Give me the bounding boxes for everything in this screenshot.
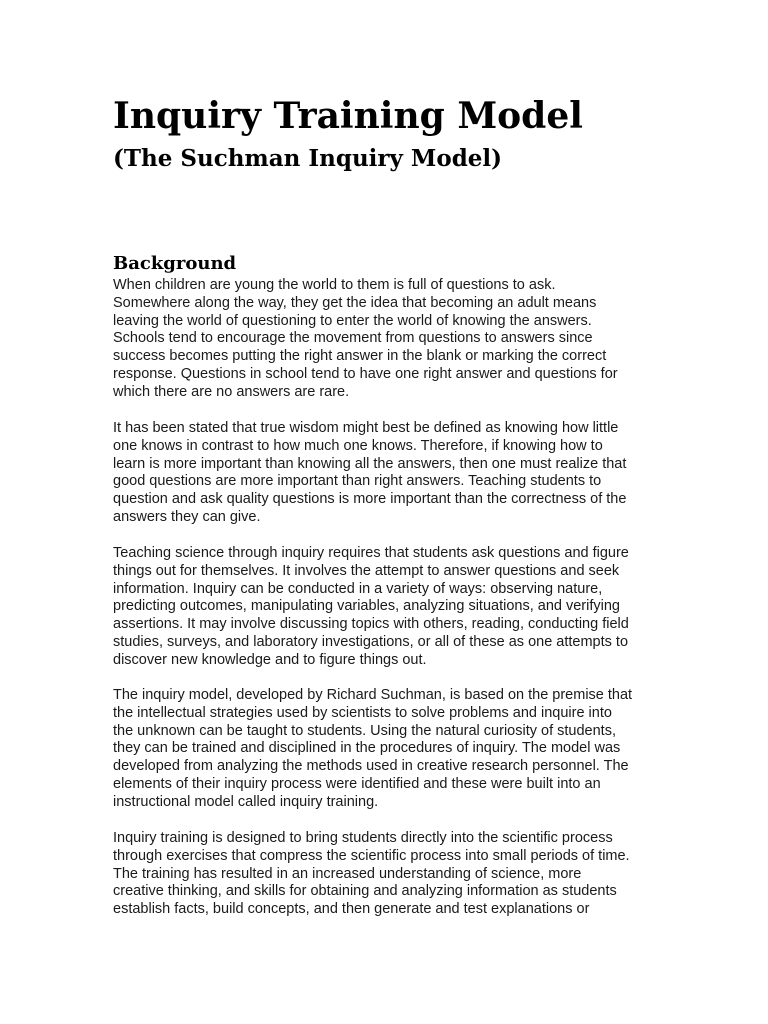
paragraph-line: response. Questions in school tend to have one right answer and questions for: [113, 365, 618, 382]
paragraph-line: through exercises that compress the scientific process into small periods of time.: [113, 847, 630, 864]
paragraph-line: question and ask quality questions is more important than the correctness of the: [113, 491, 627, 508]
paragraph-line: The training has resulted in an increased understanding of science, more: [113, 865, 582, 882]
paragraph-line: the intellectual strategies used by scientists to solve problems and inquire into: [113, 704, 612, 721]
paragraph-line: discover new knowledge and to figure things out.: [113, 651, 427, 668]
paragraph-line: Schools tend to encourage the movement from questions to answers since: [113, 330, 593, 347]
paragraph: [113, 420, 673, 527]
paragraph-line: establish facts, build concepts, and then generate and test explanations or: [113, 901, 590, 918]
document-title: Inquiry Training Model: [113, 95, 583, 137]
paragraph-line: Teaching science through inquiry requires that students ask questions and figure: [113, 545, 629, 561]
paragraph-line: Somewhere along the way, they get the idea that becoming an adult means: [113, 294, 597, 311]
paragraph-line: elements of their inquiry process were identified and these were built into an: [113, 775, 601, 792]
paragraph-line: which there are no answers are rare.: [113, 383, 350, 400]
paragraph-line: one knows in contrast to how much one knows. Therefore, if knowing how to: [113, 437, 603, 454]
paragraph-line: Inquiry training is designed to bring students directly into the scientific process: [113, 830, 613, 846]
paragraph: [113, 687, 673, 812]
document-subtitle: (The Suchman Inquiry Model): [113, 145, 503, 172]
paragraph-line: learn is more important than knowing all the answers, then one must realize that: [113, 455, 627, 472]
paragraph-line: they can be trained and disciplined in the procedures of inquiry. The model was: [113, 740, 621, 757]
paragraph-line: studies, surveys, and laboratory investigations, or all of these as one attempts to: [113, 633, 629, 650]
paragraph-line: developed from analyzing the methods used in creative research personnel. The: [113, 758, 629, 775]
paragraph: [113, 830, 673, 919]
section-heading-background: Background: [113, 253, 237, 274]
paragraph-line: answers they can give.: [113, 508, 261, 525]
paragraph: [113, 545, 673, 670]
paragraph-line: things out for themselves. It involves the attempt to answer questions and seek: [113, 562, 620, 579]
paragraph-line: It has been stated that true wisdom might best be defined as knowing how little: [113, 420, 619, 436]
paragraph-line: predicting outcomes, manipulating variables, analyzing situations, and verifying: [113, 598, 620, 615]
paragraph-line: the unknown can be taught to students. Using the natural curiosity of students,: [113, 722, 616, 739]
paragraph-line: information. Inquiry can be conducted in a variety of ways: observing nature,: [113, 580, 603, 597]
paragraph-line: creative thinking, and skills for obtaining and analyzing information as students: [113, 883, 617, 900]
paragraph-line: When children are young the world to them is full of questions to ask.: [113, 277, 556, 293]
paragraph: [113, 277, 673, 402]
paragraph-line: The inquiry model, developed by Richard Suchman, is based on the premise that: [113, 687, 633, 703]
paragraph-line: good questions are more important than right answers. Teaching students to: [113, 473, 602, 490]
paragraph-line: instructional model called inquiry training.: [113, 793, 379, 810]
paragraph-line: assertions. It may involve discussing topics with others, reading, conducting field: [113, 616, 629, 633]
paragraph-line: leaving the world of questioning to enter the world of knowing the answers.: [113, 312, 592, 329]
paragraph-line: success becomes putting the right answer in the blank or marking the correct: [113, 348, 607, 365]
